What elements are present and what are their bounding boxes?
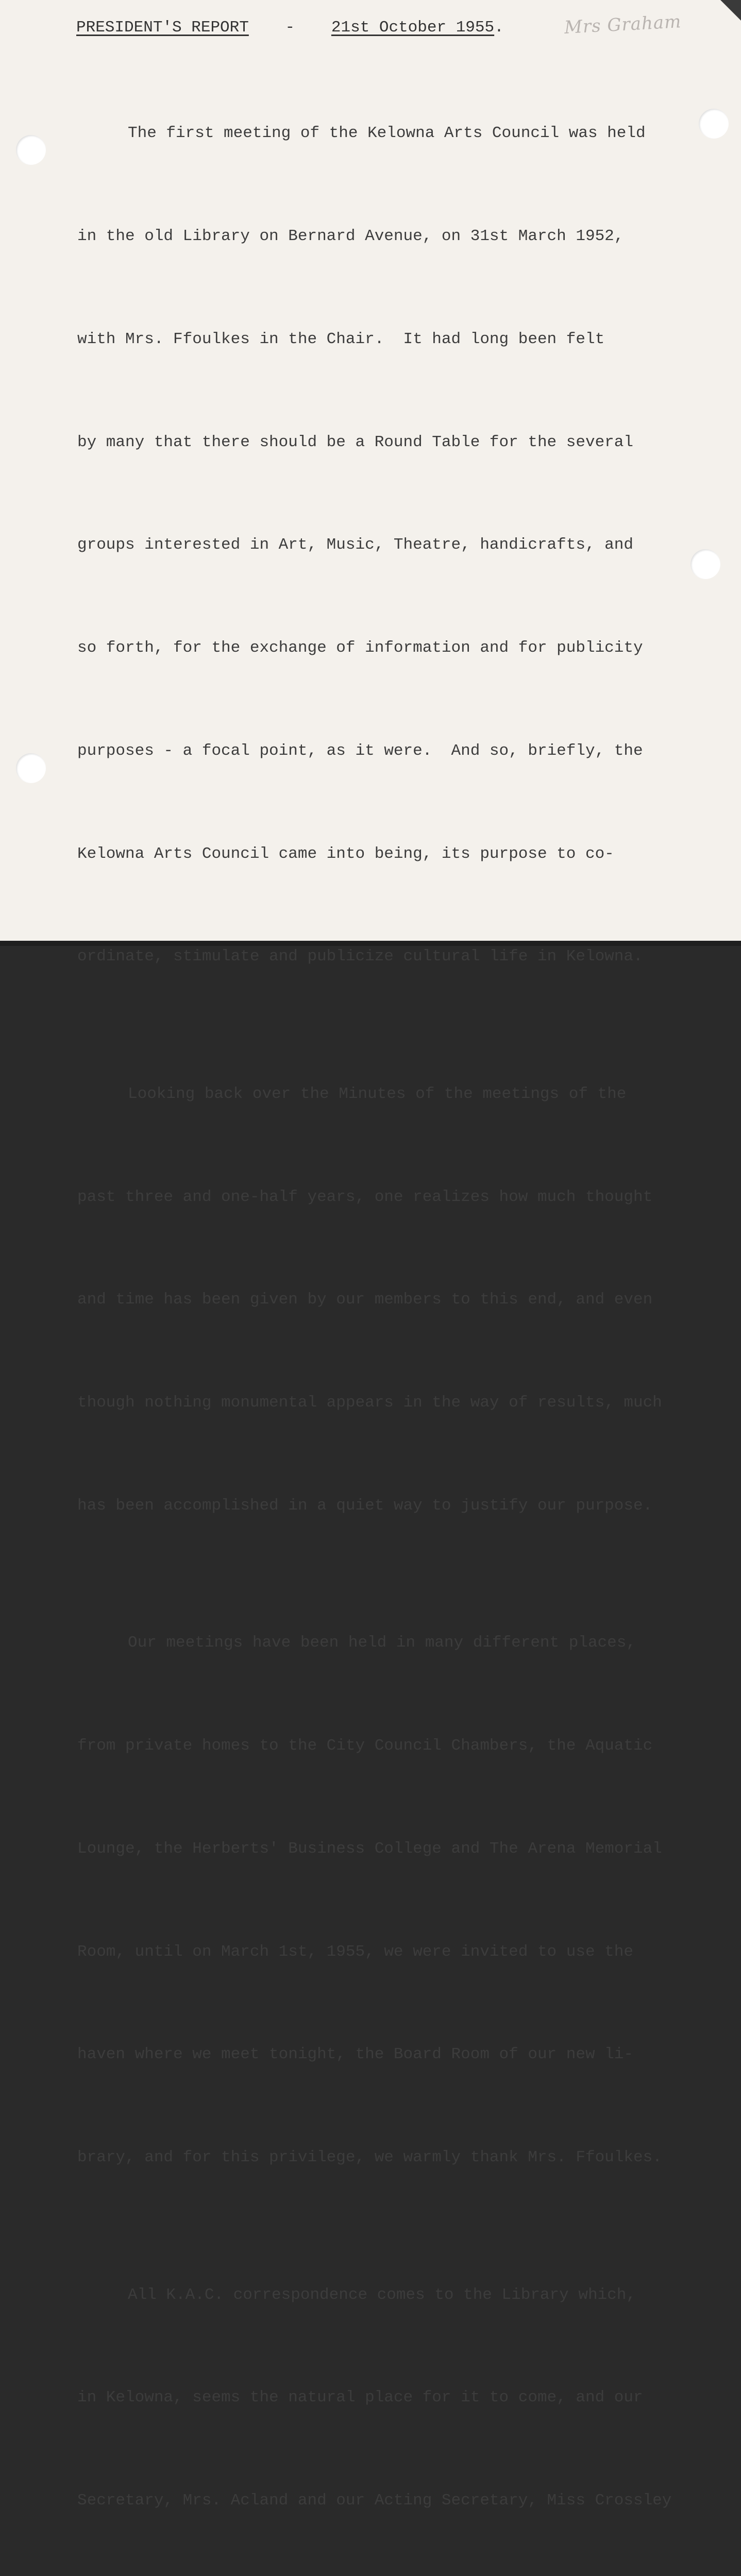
paragraph-1-line-7: purposes - a focal point, as it were. And so, briefly, the [77, 741, 643, 760]
date-period: . [494, 19, 504, 37]
paragraph-4-line-3: Secretary, Mrs. Acland and our Acting Secretary, Miss Crossley [77, 2492, 672, 2510]
paragraph-1-line-1: The first meeting of the Kelowna Arts Council was held [128, 124, 646, 143]
paragraph-2-line-1: Looking back over the Minutes of the meetings of the [128, 1084, 627, 1103]
paragraph-2-line-5: has been accomplished in a quiet way to justify our purpose. [77, 1496, 653, 1515]
paragraph-1-line-8: Kelowna Arts Council came into being, its purpose to co- [77, 844, 614, 863]
binder-hole-left-top [16, 135, 46, 165]
handwritten-annotation: Mrs Graham [564, 11, 682, 38]
scan-bottom-edge [0, 941, 741, 946]
paragraph-4-line-2: in Kelowna, seems the natural place for it to come, and our [77, 2388, 643, 2407]
paragraph-3-line-6: brary, and for this privilege, we warmly thank Mrs. Ffoulkes. [77, 2148, 662, 2167]
binder-hole-right-top [699, 109, 729, 139]
paragraph-3-line-1: Our meetings have been held in many different places, [128, 1634, 636, 1652]
paragraph-3-line-5: haven where we meet tonight, the Board Room of our new li- [77, 2045, 633, 2064]
report-body [77, 48, 721, 2576]
report-heading [76, 19, 504, 37]
paragraph-2-line-3: and time has been given by our members to this end, and even [77, 1291, 653, 1309]
paragraph-3-line-3: Lounge, the Herberts' Business College and The Arena Memorial [77, 1839, 662, 1858]
paragraph-3-line-4: Room, until on March 1st, 1955, we were invited to use the [77, 1942, 633, 1961]
paragraph-1-line-2: in the old Library on Bernard Avenue, on 31st March 1952, [77, 227, 624, 245]
paragraph-2-line-4: though nothing monumental appears in the way of results, much [77, 1394, 662, 1412]
report-date: 21st October 1955 [331, 19, 495, 37]
report-title: PRESIDENT'S REPORT [76, 19, 249, 37]
paragraph-1-line-4: by many that there should be a Round Table for the several [77, 433, 633, 451]
paragraph-3-line-2: from private homes to the City Council Chambers, the Aquatic [77, 1737, 653, 1755]
binder-hole-right-middle [691, 549, 720, 579]
binder-hole-left-bottom [16, 753, 46, 783]
paragraph-2-line-2: past three and one-half years, one realizes how much thought [77, 1188, 653, 1206]
paragraph-1-line-5: groups interested in Art, Music, Theatre, handicrafts, and [77, 536, 633, 554]
paragraph-1-line-3: with Mrs. Ffoulkes in the Chair. It had long been felt [77, 330, 605, 348]
paragraph-1-line-6: so forth, for the exchange of information and for publicity [77, 639, 643, 657]
page-corner-fold [720, 0, 741, 21]
paragraph-4-line-1: All K.A.C. correspondence comes to the Library which, [128, 2285, 636, 2304]
paragraph-1-line-9: ordinate, stimulate and publicize cultural life in Kelowna. [77, 947, 643, 966]
heading-separator: - [285, 19, 295, 37]
